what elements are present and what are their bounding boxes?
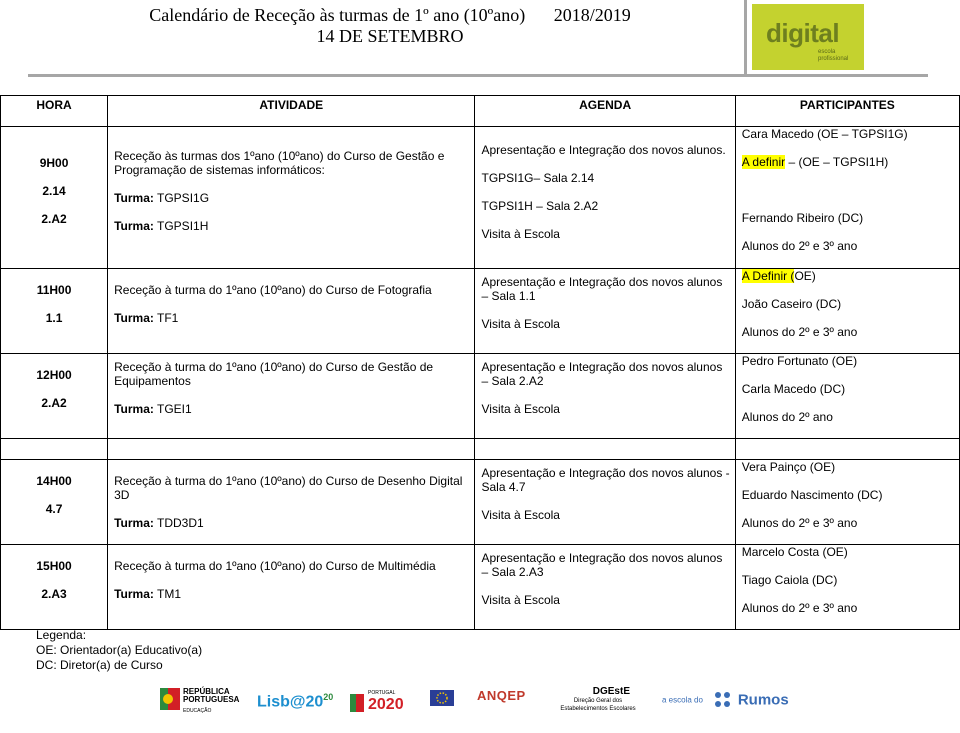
rp-line-3: EDUCAÇÃO [183, 708, 212, 714]
participant: Carla Macedo (DC) [741, 382, 846, 396]
activity-text: Receção à turma do 1ºano (10ºano) do Curso de Gestão de Equipamentos [114, 360, 434, 388]
turma-label: Turma: [114, 587, 154, 601]
hora-time: 14H00 [36, 474, 72, 488]
empty-cell [108, 439, 475, 460]
logo-subtext [818, 49, 848, 63]
table-row [1, 269, 960, 354]
agenda-cell [475, 269, 735, 354]
col-header-hora: HORA [1, 96, 108, 127]
anqep-text: ANQEP [477, 688, 526, 703]
rumos-logo [662, 690, 789, 710]
hora-cell [1, 460, 108, 545]
table-header-row [1, 96, 960, 127]
turma-label: Turma: [114, 311, 154, 325]
dgeste-line-1: Direção Geral dos [573, 698, 623, 704]
participant [742, 269, 955, 283]
participant: João Caseiro (DC) [741, 297, 842, 311]
republica-portuguesa-logo [160, 686, 242, 716]
activity-text: Receção às turmas dos 1ºano (10ºano) do Curso de Gestão e Programação de sistemas informáticos: [114, 149, 445, 177]
activity-text: Receção à turma do 1ºano (10ºano) do Curso de Multimédia [114, 559, 436, 573]
lisboa-text: Lisb@20 [257, 693, 324, 711]
hora-room: 4.7 [45, 502, 63, 516]
turma-line [114, 219, 470, 233]
portugal-2020-number: 2020 [368, 696, 404, 713]
title-text: Calendário de Receção às turmas de 1º ano (10ºano) [149, 5, 526, 25]
agenda-cell [475, 354, 735, 439]
agenda-item: TGPSI1H – Sala 2.A2 [481, 199, 599, 213]
participant: Alunos do 2º e 3º ano [741, 325, 858, 339]
participantes-cell [735, 354, 959, 439]
rp-line-1: REPÚBLICA [183, 687, 230, 696]
participantes-cell [735, 460, 959, 545]
header-horizontal-divider [28, 74, 928, 77]
participantes-cell [735, 269, 959, 354]
portugal-2020-mark-icon [350, 694, 364, 712]
hora-time: 11H00 [36, 283, 72, 297]
agenda-item: Apresentação e Integração dos novos alunos – Sala 1.1 [481, 275, 723, 303]
participant: Vera Painço (OE) [741, 460, 836, 474]
eu-flag-logo [430, 690, 454, 706]
lisboa-2020-logo [257, 692, 333, 711]
participant: Eduardo Nascimento (DC) [741, 488, 883, 502]
participant-rest: – (OE – TGPSI1H) [785, 155, 889, 169]
hora-cell [1, 545, 108, 630]
agenda-cell [475, 460, 735, 545]
hora-room: 2.A2 [41, 396, 67, 410]
table-row [1, 545, 960, 630]
turma-line [114, 191, 470, 205]
agenda-item: Visita à Escola [481, 227, 560, 241]
footer-logos [0, 684, 960, 724]
turma-value: TM1 [157, 587, 182, 601]
hora-time: 12H00 [36, 368, 72, 382]
hora-cell [1, 269, 108, 354]
col-header-agenda: AGENDA [475, 96, 735, 127]
participant [742, 155, 955, 169]
turma-value: TGPSI1G [157, 191, 210, 205]
participant: Alunos do 2º ano [741, 410, 833, 424]
agenda-item: Visita à Escola [481, 593, 560, 607]
logo-subtext-2: profissional [818, 56, 849, 62]
col-header-participantes: PARTICIPANTES [735, 96, 959, 127]
participant: Tiago Caiola (DC) [741, 573, 838, 587]
participantes-cell [735, 545, 959, 630]
header-vertical-divider [744, 0, 747, 75]
turma-value: TF1 [157, 311, 179, 325]
empty-cell [1, 439, 108, 460]
portugal-2020-logo [350, 688, 412, 716]
table-row [1, 354, 960, 439]
hora-room: 2.14 [42, 184, 66, 198]
agenda-item: Apresentação e Integração dos novos alunos. [481, 143, 726, 157]
agenda-item: Visita à Escola [481, 508, 560, 522]
agenda-item: Apresentação e Integração dos novos alunos - Sala 4.7 [481, 466, 730, 494]
hora-room: 2.A3 [41, 587, 67, 601]
rp-line-2: PORTUGUESA [183, 695, 240, 704]
turma-line [114, 516, 470, 530]
portugal-2020-small: PORTUGAL [368, 690, 396, 696]
rumos-text: Rumos [737, 691, 789, 709]
turma-label: Turma: [114, 516, 154, 530]
logo-subtext-1: escola [818, 49, 836, 55]
atividade-cell [108, 545, 475, 630]
empty-cell [475, 439, 735, 460]
hora-room: 1.1 [45, 311, 63, 325]
participant: Alunos do 2º e 3º ano [741, 601, 858, 615]
table-spacer-row [1, 439, 960, 460]
eu-stars-icon [430, 690, 454, 706]
turma-label: Turma: [114, 219, 154, 233]
document-title [0, 5, 780, 47]
turma-line [114, 311, 470, 325]
event-date: 14 DE SETEMBRO [316, 26, 464, 46]
activity-text: Receção à turma do 1ºano (10ºano) do Curso de Desenho Digital 3D [114, 474, 463, 502]
dgeste-line-2: Estabelecimentos Escolares [560, 706, 636, 712]
atividade-cell [108, 354, 475, 439]
turma-label: Turma: [114, 402, 154, 416]
agenda-cell [475, 127, 735, 269]
atividade-cell [108, 269, 475, 354]
empty-cell [735, 439, 959, 460]
agenda-item: Visita à Escola [481, 317, 560, 331]
highlight-to-define: A definir [741, 155, 786, 169]
schedule-table [0, 95, 960, 630]
hora-time: 15H00 [36, 559, 72, 573]
dgeste-title: DGEstE [592, 686, 630, 697]
agenda-item: TGPSI1G– Sala 2.14 [481, 171, 595, 185]
legend [36, 628, 202, 673]
digital-logo [752, 4, 864, 70]
agenda-item: Apresentação e Integração dos novos alunos – Sala 2.A3 [481, 551, 723, 579]
turma-line [114, 587, 470, 601]
participant: Pedro Fortunato (OE) [741, 354, 858, 368]
rumos-dots-icon [713, 690, 733, 710]
atividade-cell [108, 127, 475, 269]
participant: Fernando Ribeiro (DC) [741, 211, 864, 225]
activity-text: Receção à turma do 1ºano (10ºano) do Curso de Fotografia [114, 283, 432, 297]
turma-line [114, 402, 470, 416]
anqep-logo [477, 688, 526, 703]
table-row [1, 460, 960, 545]
participantes-cell [735, 127, 959, 269]
republica-emblem-icon [160, 688, 180, 710]
highlight-to-define: A Definir ( [741, 269, 795, 283]
legend-dc: DC: Diretor(a) de Curso [36, 658, 163, 672]
legend-title: Legenda: [36, 628, 87, 642]
atividade-cell [108, 460, 475, 545]
lisboa-sup: 20 [323, 692, 334, 702]
agenda-item: Apresentação e Integração dos novos alunos – Sala 2.A2 [481, 360, 723, 388]
participant: Marcelo Costa (OE) [741, 545, 848, 559]
turma-value: TGEI1 [157, 402, 192, 416]
hora-time: 9H00 [39, 156, 69, 170]
turma-label: Turma: [114, 191, 154, 205]
col-header-atividade: ATIVIDADE [108, 96, 475, 127]
school-year: 2018/2019 [553, 5, 631, 25]
hora-cell [1, 127, 108, 269]
hora-room: 2.A2 [41, 212, 67, 226]
logo-text: digital [766, 18, 840, 48]
participant: Cara Macedo (OE – TGPSI1G) [741, 127, 908, 141]
agenda-item: Visita à Escola [481, 402, 560, 416]
turma-value: TGPSI1H [157, 219, 209, 233]
table-row [1, 127, 960, 269]
hora-cell [1, 354, 108, 439]
participant-rest: OE) [794, 269, 816, 283]
turma-value: TDD3D1 [157, 516, 204, 530]
rumos-prefix: a escola do [662, 695, 703, 705]
legend-oe: OE: Orientador(a) Educativo(a) [36, 643, 203, 657]
agenda-cell [475, 545, 735, 630]
participant: Alunos do 2º e 3º ano [741, 239, 858, 253]
participant: Alunos do 2º e 3º ano [741, 516, 858, 530]
dgeste-logo [548, 686, 648, 713]
